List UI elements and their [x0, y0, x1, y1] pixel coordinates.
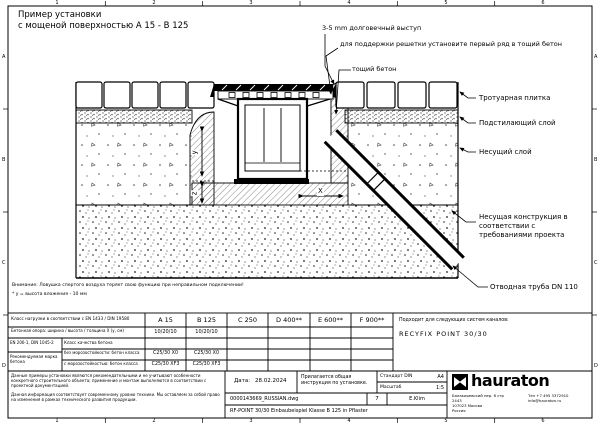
callout-lean-concrete: тощий бетон [352, 65, 397, 73]
callout-paving-slab: Тротуарная плитка [479, 94, 551, 102]
zone-col-4-top: 4 [347, 0, 351, 6]
author-name: E.Klim [409, 396, 425, 402]
support-row-label: Бетонная опора: ширина / высота / толщина X (у, см) [11, 328, 124, 333]
concrete-row3-a15: C25/30 XF3 [151, 362, 180, 367]
callout-bearing-layer: Несущий слой [479, 148, 532, 156]
callout-drain-pipe: Отводная труба DN 110 [490, 283, 578, 291]
zone-col-6-bottom: 6 [541, 418, 545, 424]
scale-value: 1:5 [435, 385, 444, 391]
address-line-3: 107023 Москва [452, 403, 483, 408]
zone-col-5-bottom: 5 [444, 418, 448, 424]
callout-protrusion: 3-5 mm долговечный выступ [322, 24, 422, 32]
concrete-row3-label: с морозостойкостью: бетон класса [64, 361, 138, 366]
file-name: 0000143669_RUSSIAN.dwg [230, 396, 299, 402]
date-label: Дата: [234, 378, 251, 384]
zone-col-5-top: 5 [444, 0, 448, 6]
zone-row-b-right: B [594, 157, 598, 163]
email: info@hauraton.ru [528, 398, 562, 403]
class-c250: C 250 [237, 316, 257, 324]
zone-col-1-bottom: 1 [55, 418, 59, 424]
channel-unit [210, 84, 336, 184]
brand-name: hauraton [471, 371, 550, 390]
zone-col-3-top: 3 [249, 0, 253, 6]
disclaimer-paragraph-1: Данные примеры установки являются рекомендательными и не учитывают особенности конкретного строительного объекта; применение и монтаж выполняются в соответствии с проектной документацией. [11, 373, 207, 389]
footnote-y: * y = высота вложения - 10 мм [12, 292, 87, 297]
warning-note: Внимание: Ловушка спертого воздуха теряет свою функцию при неправильном подключении! [12, 283, 244, 288]
concrete-row2-b125: C25/30 X0 [193, 351, 220, 356]
zone-row-d-right: D [594, 363, 598, 369]
class-a15: A 15 [158, 316, 173, 324]
class-f900: F 900** [359, 316, 385, 324]
standard-label: Стандарт DIN [380, 374, 413, 379]
address-line-4: Россия [452, 408, 466, 413]
date-value: 28.02.2024 [255, 378, 287, 384]
hauraton-logo-icon [452, 374, 468, 390]
class-e600: E 600** [317, 316, 344, 324]
suitable-systems-label: Подходит для следующих систем каналов: [399, 318, 509, 323]
norm-label-cell: Рекомендуемая марка бетона [10, 354, 58, 364]
zone-col-4-bottom: 4 [347, 418, 351, 424]
drawing-title-line1: Пример установки [18, 10, 102, 20]
concrete-row3-b125: C25/30 XF3 [192, 362, 221, 367]
zone-col-2-bottom: 2 [152, 418, 156, 424]
zone-col-2-top: 2 [152, 0, 156, 6]
concrete-row2-a15: C25/30 X0 [152, 351, 179, 356]
sheet-number: 7 [375, 396, 379, 402]
callout-bedding-layer: Подстилающий слой [479, 119, 556, 127]
zone-row-d-left: D [2, 363, 6, 369]
address-line-1: Балакиревский пер. 6 стр [452, 393, 504, 398]
callout-bearing-structure: Несущая конструкция в соответствии с требованиями проекта [479, 213, 568, 239]
callout-support: для поддержки решетки установите первый ряд в тощий бетон [340, 40, 562, 48]
drawing-description: RF-POINT 30/30 Einbaubeispiel Klasse B 125 in Pflaster [230, 408, 368, 414]
address-line-2: 2443 [452, 398, 462, 403]
dim-label-x: X [318, 187, 323, 195]
zone-col-6-top: 6 [541, 0, 545, 6]
drawing-title-line2: с мощеной поверхностью A 15 - B 125 [18, 21, 189, 31]
phone: Тел +7 495 3372910 [528, 393, 569, 398]
concrete-row1-label: Класс качества бетона [64, 340, 113, 345]
class-b125: B 125 [197, 316, 216, 324]
zone-col-3-bottom: 3 [249, 418, 253, 424]
load-class-header: Класс нагрузки в соответствии с EN 1433 / DIN 19580 [11, 316, 130, 321]
scale-label: Масштаб [380, 385, 402, 390]
dim-label-y: y [190, 150, 199, 155]
class-d400: D 400** [276, 316, 302, 324]
support-a15: 10/20/10 [154, 329, 177, 335]
disclaimer-paragraph-2: Данная информация соответствует современному уровню техники. Мы оставляем за собой право на изменения в рамках технического развития продукции. [11, 392, 220, 403]
dim-label-z: z [190, 191, 199, 196]
zone-col-1-top: 1 [55, 0, 59, 6]
zone-row-a-right: A [594, 54, 598, 60]
zone-row-b-left: B [2, 157, 6, 163]
concrete-row2-label: без морозостойкости: бетон класса [64, 350, 140, 355]
instruction-note: Прилагается общая инструкция по установке. [301, 375, 368, 386]
zone-row-c-left: C [2, 260, 6, 266]
zone-row-c-right: C [594, 260, 598, 266]
standard-value: A4 [437, 374, 444, 380]
zone-row-a-left: A [2, 54, 6, 60]
norm-cell: EN 206-1, DIN 1045-2 [10, 340, 54, 345]
suitable-systems-value: RECYFIX POINT 30/30 [399, 330, 488, 338]
support-b125: 10/20/10 [195, 329, 218, 335]
